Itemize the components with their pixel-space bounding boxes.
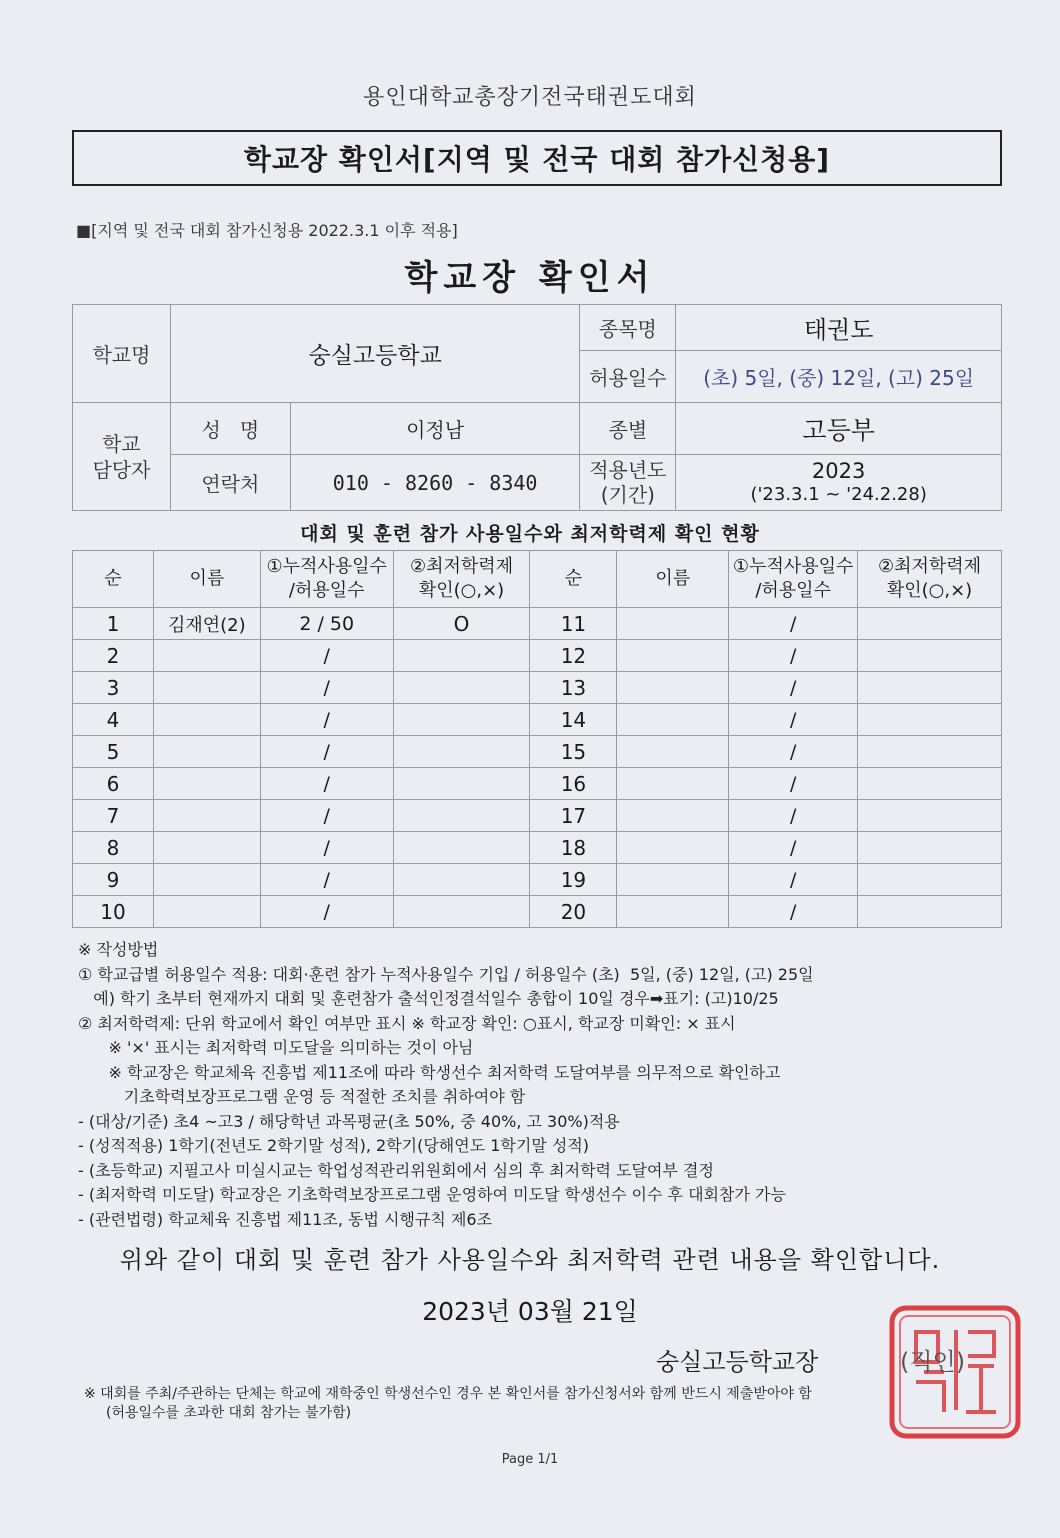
method-line: ① 학교급별 허용일수 적용: 대회·훈련 참가 누적사용일수 기입 / 허용일수 (초) 5일, (중) 12일, (고) 25일 — [78, 964, 814, 984]
check-cell — [393, 672, 530, 704]
allowed-days-label: 허용일수 — [580, 351, 676, 403]
days-cell: / — [260, 864, 393, 896]
category-label: 종별 — [580, 403, 676, 455]
check-cell — [858, 736, 1002, 768]
check-cell — [393, 736, 530, 768]
check-cell — [393, 896, 530, 928]
document-box-title: 학교장 확인서[지역 및 전국 대회 참가신청용] — [72, 130, 1002, 186]
header-name: 이름 — [153, 551, 260, 608]
check-cell — [393, 768, 530, 800]
method-line: - (성적적용) 1학기(전년도 2학기말 성적), 2학기(당해연도 1학기말 성적) — [78, 1136, 590, 1155]
method-line: 예) 학기 초부터 현재까지 대회 및 훈련참가 출석인정결석일수 총합이 10일 경우➡표기: (고)10/25 — [78, 989, 779, 1008]
row-number: 20 — [530, 896, 617, 928]
athlete-name — [153, 672, 260, 704]
method-line: - (최저학력 미도달) 학교장은 기초학력보장프로그램 운영하여 미도달 학생선수 이수 후 대회참가 가능 — [78, 1185, 786, 1204]
row-number: 9 — [73, 864, 154, 896]
manager-label: 학교 담당자 — [73, 403, 171, 511]
header-days: ①누적사용일수 /허용일수 — [260, 551, 393, 608]
row-number: 5 — [73, 736, 154, 768]
confirmation-statement: 위와 같이 대회 및 훈련 참가 사용일수와 최저학력 관련 내용을 확인합니다. — [119, 1246, 941, 1274]
footnote-line-1: ※ 대회를 주최/주관하는 단체는 학교에 재학중인 학생선수인 경우 본 확인서를 참가신청서와 함께 반드시 제출받아야 함 — [84, 1386, 812, 1402]
check-cell — [858, 640, 1002, 672]
method-line: - (대상/기준) 초4 ~고3 / 해당학년 과목평균(초 50%, 중 40%, 고 30%)적용 — [78, 1111, 620, 1131]
athlete-name — [153, 768, 260, 800]
days-cell: / — [729, 800, 858, 832]
table-row — [73, 768, 1002, 800]
days-cell: / — [260, 832, 393, 864]
page-number: Page 1/1 — [501, 1452, 559, 1467]
check-cell — [858, 608, 1002, 640]
row-number: 11 — [530, 608, 617, 640]
info-table — [72, 304, 1002, 511]
year-label: 적용년도 (기간) — [580, 455, 676, 511]
method-line: 기초학력보장프로그램 운영 등 적절한 조치를 취하여야 함 — [78, 1087, 526, 1106]
athlete-name — [617, 608, 729, 640]
athlete-name — [617, 672, 729, 704]
days-cell: / — [729, 768, 858, 800]
check-cell — [858, 800, 1002, 832]
check-cell — [858, 704, 1002, 736]
row-number: 19 — [530, 864, 617, 896]
header-no: 순 — [73, 551, 154, 608]
days-cell: / — [260, 800, 393, 832]
applicability-note: ■[지역 및 전국 대회 참가신청용 2022.3.1 이후 적용] — [76, 221, 458, 240]
athlete-name — [617, 736, 729, 768]
school-label: 학교명 — [73, 305, 171, 403]
year: 2023 — [811, 459, 866, 484]
days-cell: / — [260, 736, 393, 768]
row-number: 13 — [530, 672, 617, 704]
footnote — [84, 1385, 812, 1423]
table-row — [73, 896, 1002, 928]
principal-title: 숭실고등학교장 — [656, 1348, 819, 1376]
days-cell: / — [260, 704, 393, 736]
athlete-name — [153, 736, 260, 768]
athlete-name — [617, 896, 729, 928]
row-number: 16 — [530, 768, 617, 800]
days-cell: / — [729, 640, 858, 672]
manager-name: 이정남 — [290, 403, 580, 455]
athlete-name — [153, 864, 260, 896]
athlete-name — [617, 800, 729, 832]
check-cell: O — [393, 608, 530, 640]
school-name: 숭실고등학교 — [170, 305, 580, 403]
athlete-name: 김재연(2) — [153, 608, 260, 640]
days-cell: 2 / 50 — [260, 608, 393, 640]
event-title: 용인대학교총장기전국태권도대회 — [363, 85, 697, 110]
check-cell — [858, 768, 1002, 800]
footnote-line-2: (허용일수를 초과한 대회 참가는 불가함) — [106, 1405, 352, 1421]
check-cell — [858, 896, 1002, 928]
row-number: 18 — [530, 832, 617, 864]
days-cell: / — [729, 736, 858, 768]
row-number: 12 — [530, 640, 617, 672]
days-cell: / — [729, 704, 858, 736]
header-name: 이름 — [617, 551, 729, 608]
contact-label: 연락처 — [170, 455, 290, 511]
writing-method — [78, 938, 1038, 1232]
header-no: 순 — [530, 551, 617, 608]
table-row — [73, 832, 1002, 864]
athlete-name — [617, 864, 729, 896]
athlete-name — [617, 768, 729, 800]
method-line: ※ '×' 표시는 최저학력 미도달을 의미하는 것이 아님 — [78, 1038, 474, 1057]
category: 고등부 — [676, 403, 1002, 455]
row-number: 7 — [73, 800, 154, 832]
athlete-name — [153, 800, 260, 832]
row-number: 15 — [530, 736, 617, 768]
athlete-name — [617, 832, 729, 864]
days-cell: / — [729, 864, 858, 896]
name-label: 성 명 — [170, 403, 290, 455]
table-row — [73, 800, 1002, 832]
section-title: 대회 및 훈련 참가 사용일수와 최저학력제 확인 현황 — [300, 523, 760, 545]
row-number: 8 — [73, 832, 154, 864]
check-cell — [393, 800, 530, 832]
check-cell — [393, 864, 530, 896]
main-title: 학교장 확인서 — [404, 258, 656, 298]
athlete-name — [153, 704, 260, 736]
row-number: 17 — [530, 800, 617, 832]
allowed-days: (초) 5일, (중) 12일, (고) 25일 — [676, 351, 1002, 403]
method-line: ※ 작성방법 — [78, 940, 159, 959]
athlete-name — [153, 896, 260, 928]
contact-value: 010 - 8260 - 8340 — [290, 455, 580, 511]
method-line: ※ 학교장은 학교체육 진흥법 제11조에 따라 학생선수 최저학력 도달여부를 의무적으로 확인하고 — [78, 1062, 781, 1082]
days-cell: / — [729, 608, 858, 640]
check-cell — [393, 704, 530, 736]
row-number: 1 — [73, 608, 154, 640]
table-row — [73, 736, 1002, 768]
seal-label: (직인) — [900, 1348, 966, 1376]
table-row — [73, 864, 1002, 896]
row-number: 4 — [73, 704, 154, 736]
check-cell — [393, 640, 530, 672]
year-cell — [676, 455, 1002, 511]
days-cell: / — [729, 896, 858, 928]
row-number: 10 — [73, 896, 154, 928]
event-type-label: 종목명 — [580, 305, 676, 351]
days-cell: / — [260, 672, 393, 704]
days-cell: / — [260, 640, 393, 672]
table-row — [73, 672, 1002, 704]
check-cell — [858, 832, 1002, 864]
method-line: - (관련법령) 학교체육 진흥법 제11조, 동법 시행규칙 제6조 — [78, 1209, 493, 1229]
issue-date: 2023년 03월 21일 — [422, 1297, 638, 1326]
days-cell: / — [729, 672, 858, 704]
header-check: ②최저학력제 확인(○,×) — [393, 551, 530, 608]
row-number: 14 — [530, 704, 617, 736]
method-line: - (초등학교) 지필고사 미실시교는 학업성적관리위원회에서 심의 후 최저학력 도달여부 결정 — [78, 1160, 714, 1180]
table-row — [73, 640, 1002, 672]
method-line: ② 최저학력제: 단위 학교에서 확인 여부만 표시 ※ 학교장 확인: ○표시, 학교장 미확인: × 표시 — [78, 1013, 736, 1033]
row-number: 3 — [73, 672, 154, 704]
athlete-name — [153, 832, 260, 864]
check-cell — [858, 672, 1002, 704]
check-cell — [858, 864, 1002, 896]
event-type: 태권도 — [676, 305, 1002, 351]
table-row — [73, 608, 1002, 640]
header-check: ②최저학력제 확인(○,×) — [858, 551, 1002, 608]
header-days: ①누적사용일수 /허용일수 — [729, 551, 858, 608]
usage-table — [72, 550, 1002, 928]
days-cell: / — [729, 832, 858, 864]
check-cell — [393, 832, 530, 864]
row-number: 6 — [73, 768, 154, 800]
period: ('23.3.1 ~ '24.2.28) — [750, 484, 927, 506]
athlete-name — [617, 640, 729, 672]
days-cell: / — [260, 768, 393, 800]
table-row — [73, 704, 1002, 736]
athlete-name — [153, 640, 260, 672]
days-cell: / — [260, 896, 393, 928]
athlete-name — [617, 704, 729, 736]
row-number: 2 — [73, 640, 154, 672]
